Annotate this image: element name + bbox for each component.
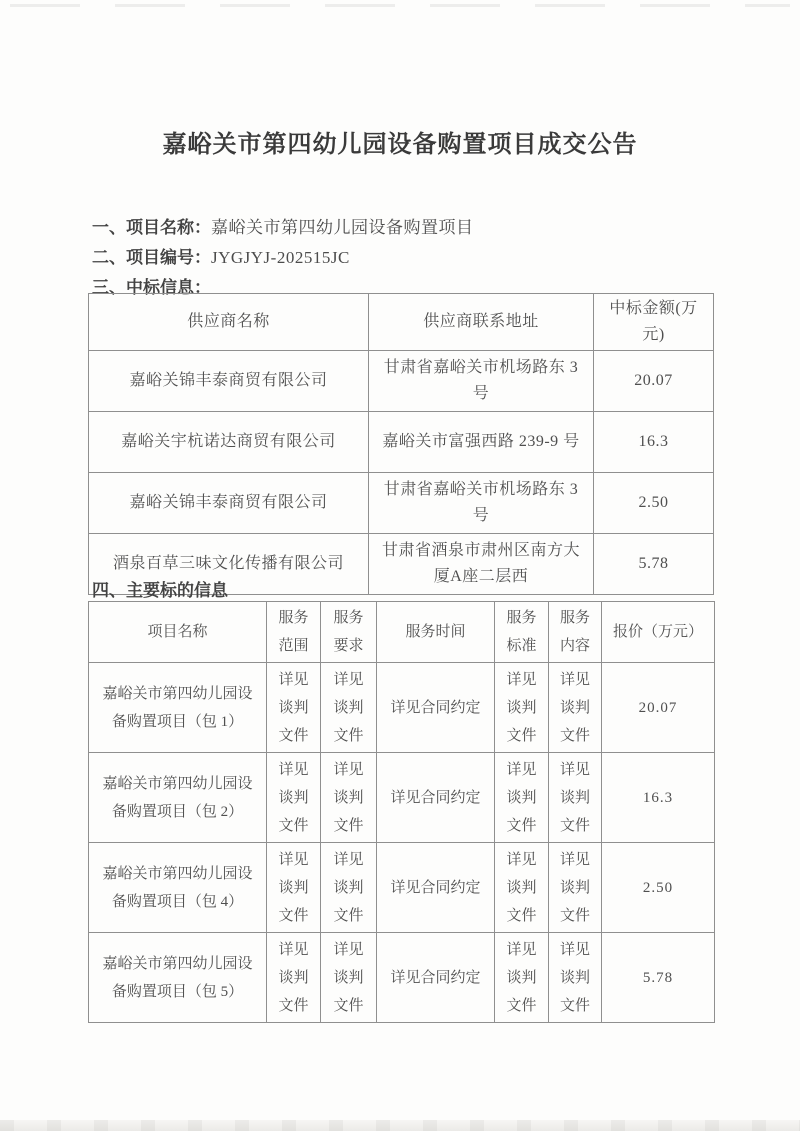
service-scope-cell: 详见谈判文件 xyxy=(267,843,321,933)
award-header-amount: 中标金额(万元) xyxy=(594,294,714,351)
award-row-2 xyxy=(89,412,714,473)
award-amount-cell: 2.50 xyxy=(594,473,714,534)
service-time-cell: 详见合同约定 xyxy=(377,843,495,933)
section4-heading: 四、主要标的信息 xyxy=(92,581,228,600)
scan-artifact-top xyxy=(10,4,790,7)
award-table-header-row xyxy=(89,294,714,351)
award-row-3 xyxy=(89,473,714,534)
supplier-name-cell: 嘉峪关宇杭诺达商贸有限公司 xyxy=(89,412,369,473)
subject-header-service-standard: 服务标准 xyxy=(495,602,549,663)
supplier-address-cell: 甘肃省嘉峪关市机场路东 3 号 xyxy=(369,473,594,534)
service-scope-cell: 详见谈判文件 xyxy=(267,933,321,1023)
page-title: 嘉峪关市第四幼儿园设备购置项目成交公告 xyxy=(162,132,638,158)
quote-cell: 5.78 xyxy=(602,933,715,1023)
award-amount-cell: 16.3 xyxy=(594,412,714,473)
scan-artifact-bottom xyxy=(0,1120,800,1131)
supplier-name-cell: 嘉峪关锦丰泰商贸有限公司 xyxy=(89,473,369,534)
service-standard-cell: 详见谈判文件 xyxy=(495,843,549,933)
quote-cell: 20.07 xyxy=(602,663,715,753)
subject-header-service-content: 服务内容 xyxy=(549,602,602,663)
quote-cell: 2.50 xyxy=(602,843,715,933)
subject-project-name-cell: 嘉峪关市第四幼儿园设备购置项目（包 1） xyxy=(89,663,267,753)
award-header-supplier-name: 供应商名称 xyxy=(89,294,369,351)
subject-header-quote: 报价（万元） xyxy=(602,602,715,663)
service-standard-cell: 详见谈判文件 xyxy=(495,663,549,753)
subject-header-project-name: 项目名称 xyxy=(89,602,267,663)
meta-list xyxy=(92,213,474,303)
service-requirement-cell: 详见谈判文件 xyxy=(321,663,377,753)
service-time-cell: 详见合同约定 xyxy=(377,933,495,1023)
project-number-label: 二、项目编号： xyxy=(92,248,211,267)
supplier-name-cell: 酒泉百草三味文化传播有限公司 xyxy=(89,534,369,595)
subject-project-name-cell: 嘉峪关市第四幼儿园设备购置项目（包 4） xyxy=(89,843,267,933)
supplier-address-cell: 嘉峪关市富强西路 239-9 号 xyxy=(369,412,594,473)
project-name-value: 嘉峪关市第四幼儿园设备购置项目 xyxy=(211,218,474,237)
service-scope-cell: 详见谈判文件 xyxy=(267,663,321,753)
service-requirement-cell: 详见谈判文件 xyxy=(321,753,377,843)
subject-row-2 xyxy=(89,753,715,843)
service-content-cell: 详见谈判文件 xyxy=(549,843,602,933)
subject-table xyxy=(88,601,715,1023)
service-standard-cell: 详见谈判文件 xyxy=(495,753,549,843)
supplier-name-cell: 嘉峪关锦丰泰商贸有限公司 xyxy=(89,351,369,412)
subject-project-name-cell: 嘉峪关市第四幼儿园设备购置项目（包 2） xyxy=(89,753,267,843)
award-header-supplier-address: 供应商联系地址 xyxy=(369,294,594,351)
service-time-cell: 详见合同约定 xyxy=(377,753,495,843)
service-scope-cell: 详见谈判文件 xyxy=(267,753,321,843)
service-requirement-cell: 详见谈判文件 xyxy=(321,933,377,1023)
award-amount-cell: 5.78 xyxy=(594,534,714,595)
award-amount-cell: 20.07 xyxy=(594,351,714,412)
project-number-row xyxy=(92,243,474,273)
service-content-cell: 详见谈判文件 xyxy=(549,753,602,843)
project-name-row xyxy=(92,213,474,243)
subject-row-4 xyxy=(89,933,715,1023)
subject-table-header-row xyxy=(89,602,715,663)
subject-row-1 xyxy=(89,663,715,753)
subject-project-name-cell: 嘉峪关市第四幼儿园设备购置项目（包 5） xyxy=(89,933,267,1023)
subject-header-service-scope: 服务范围 xyxy=(267,602,321,663)
service-content-cell: 详见谈判文件 xyxy=(549,933,602,1023)
supplier-address-cell: 甘肃省嘉峪关市机场路东 3 号 xyxy=(369,351,594,412)
subject-header-service-time: 服务时间 xyxy=(377,602,495,663)
award-row-1 xyxy=(89,351,714,412)
service-requirement-cell: 详见谈判文件 xyxy=(321,843,377,933)
service-content-cell: 详见谈判文件 xyxy=(549,663,602,753)
project-number-value: JYGJYJ-202515JC xyxy=(211,248,350,267)
service-standard-cell: 详见谈判文件 xyxy=(495,933,549,1023)
project-name-label: 一、项目名称： xyxy=(92,218,211,237)
service-time-cell: 详见合同约定 xyxy=(377,663,495,753)
supplier-address-cell: 甘肃省酒泉市肃州区南方大厦A座二层西 xyxy=(369,534,594,595)
subject-header-service-requirement: 服务要求 xyxy=(321,602,377,663)
award-info-label: 三、中标信息： xyxy=(92,278,211,297)
subject-row-3 xyxy=(89,843,715,933)
award-table xyxy=(88,293,714,595)
quote-cell: 16.3 xyxy=(602,753,715,843)
